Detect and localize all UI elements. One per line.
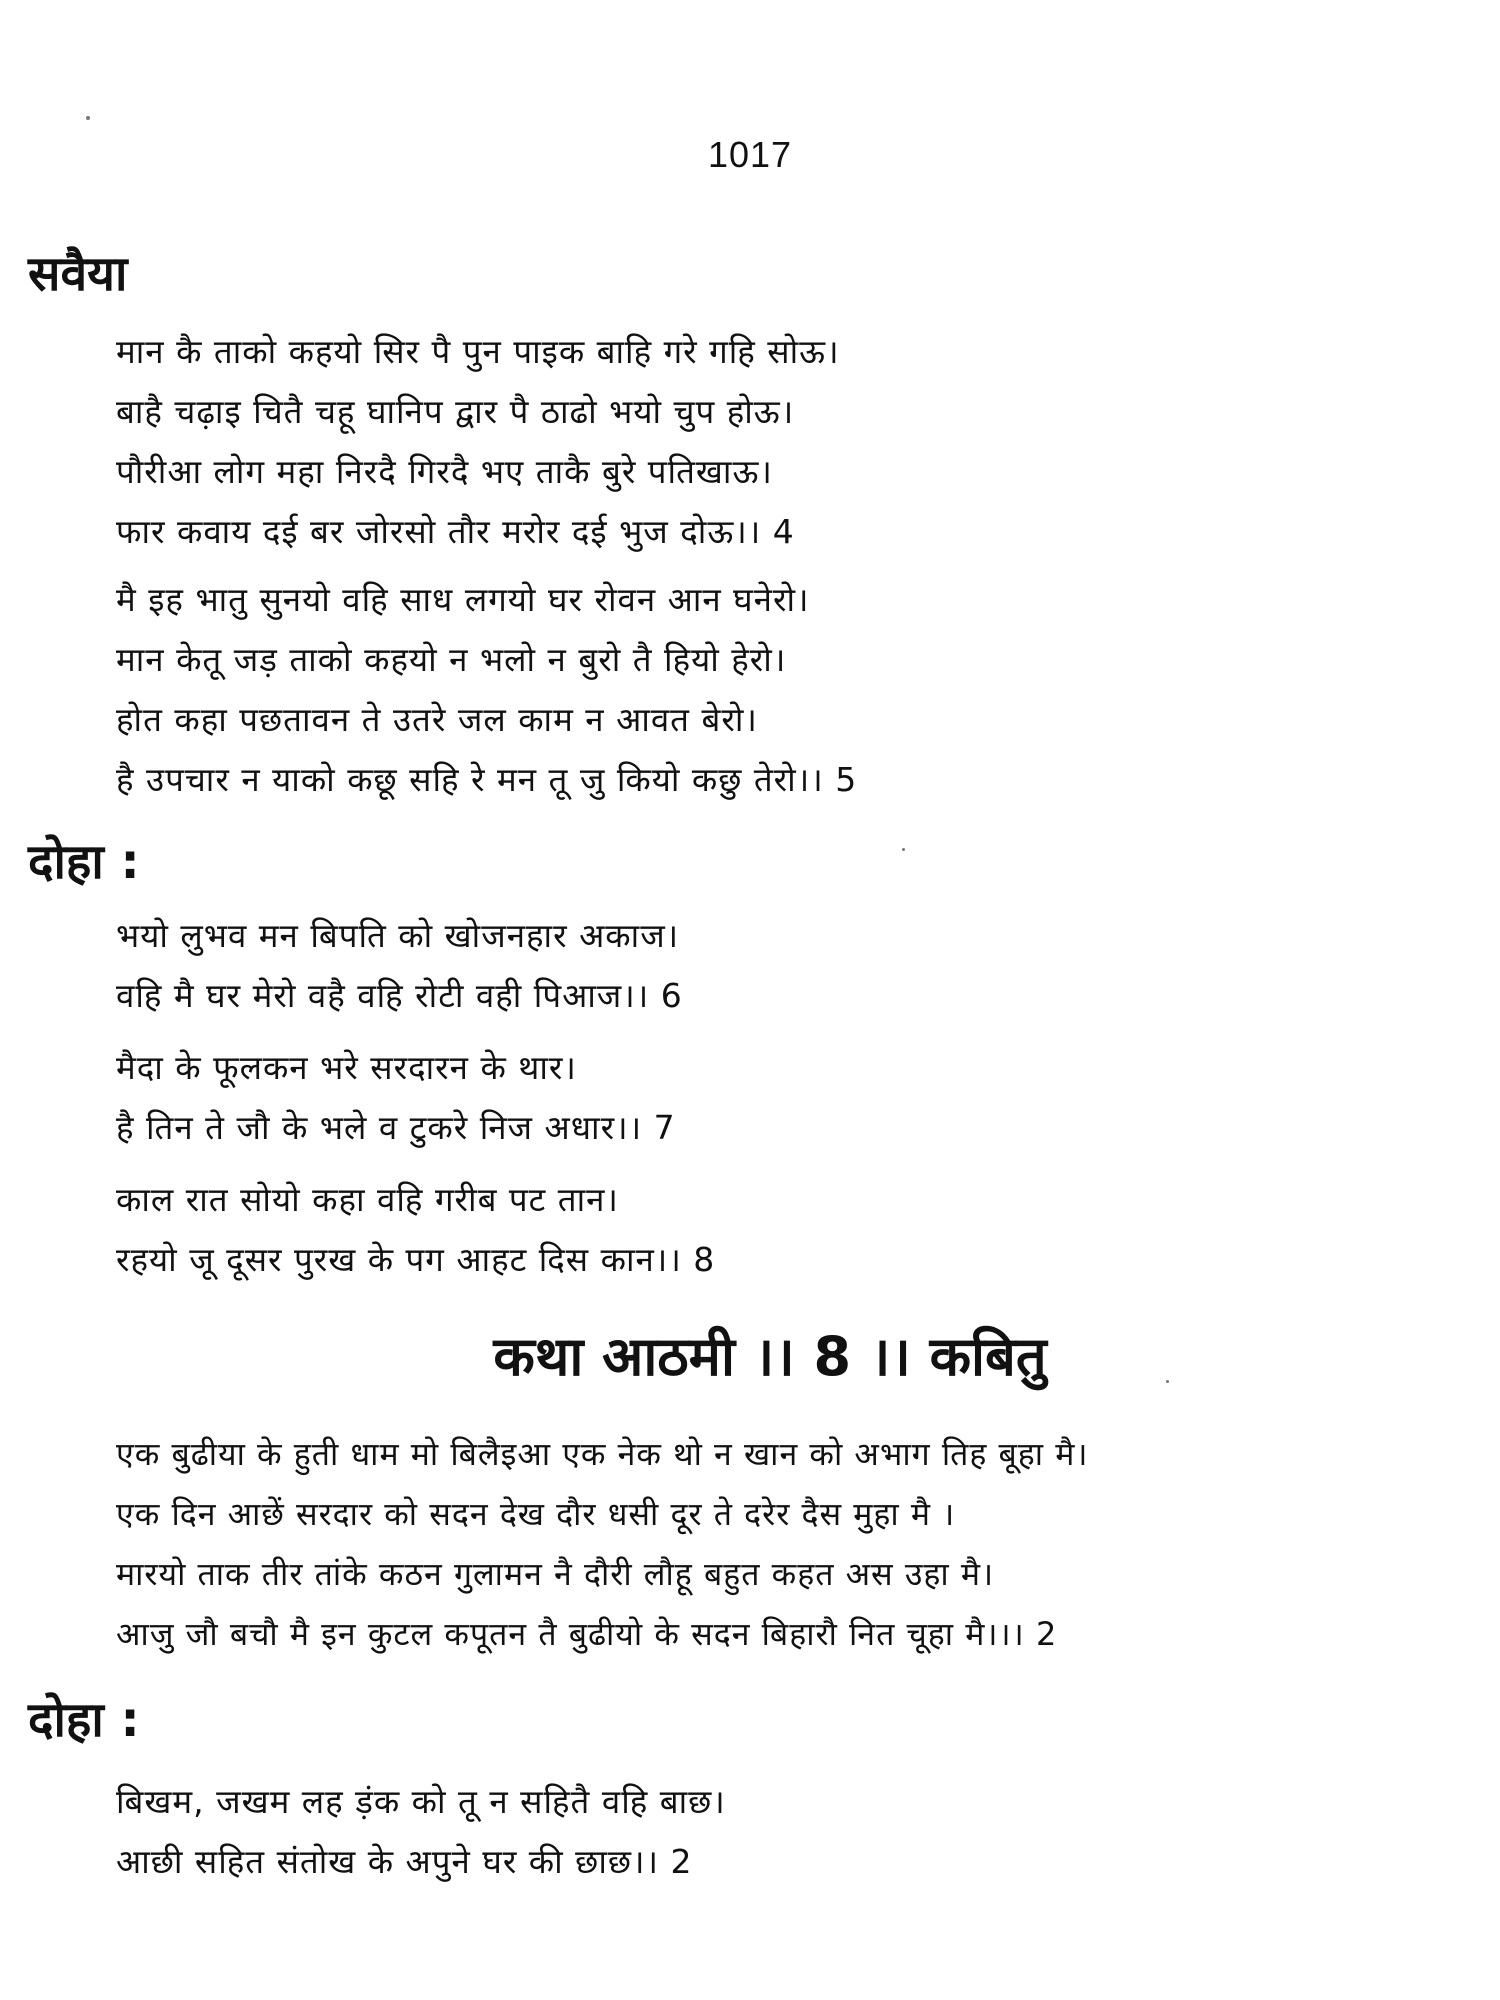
section-heading-doha: दोहा :	[28, 834, 140, 890]
section-heading-doha-2: दोहा :	[28, 1692, 140, 1748]
savaiya-stanza-1	[116, 322, 840, 562]
page-number: 1017	[707, 134, 793, 175]
doha-stanza-7	[116, 1038, 676, 1158]
verse-line: बिखम, जखम लह ड़ंक को तू न सहितै वहि बाछ।	[116, 1782, 726, 1821]
scan-speck	[902, 848, 905, 851]
verse-line: होत कहा पछतावन ते उतरे जल काम न आवत बेरो।	[116, 700, 758, 739]
verse-line: मै इह भातु सुनयो वहि साध लगयो घर रोवन आन घनेरो।	[116, 580, 810, 619]
verse-line: रहयो जू दूसर पुरख के पग आहट दिस कान।। 8	[116, 1240, 716, 1279]
verse-line: मैदा के फूलकन भरे सरदारन के थार।	[116, 1048, 577, 1087]
verse-line: है तिन ते जौ के भले व टुकरे निज अधार।। 7	[116, 1108, 676, 1147]
scan-speck	[86, 116, 90, 120]
doha-stanza-6	[116, 906, 683, 1026]
verse-line: पौरीआ लोग महा निरदै गिरदै भए ताकै बुरे पतिखाऊ।	[116, 452, 773, 491]
verse-line: एक बुढीया के हुती धाम मो बिलैइआ एक नेक थो न खान को अभाग तिह बूहा मै।	[116, 1435, 1089, 1473]
verse-line: आजु जौ बचौ मै इन कुटल कपूतन तै बुढीयो के सदन बिहारौ नित चूहा मै।।। 2	[116, 1615, 1058, 1653]
verse-line: वहि मै घर मेरो वहै वहि रोटी वही पिआज।। 6	[116, 976, 683, 1015]
doha-stanza-final	[116, 1772, 726, 1892]
verse-line: मारयो ताक तीर तांके कठन गुलामन नै दौरी लौहू बहुत कहत अस उहा मै।	[116, 1555, 995, 1593]
section-heading-savaiya: सवैया	[28, 246, 128, 302]
verse-line: फार कवाय दई बर जोरसो तौर मरोर दई भुज दोऊ।। 4	[116, 512, 795, 551]
katha-title: कथा आठमी ।। 8 ।। कबितु	[493, 1325, 1047, 1388]
verse-line: है उपचार न याको कछू सहि रे मन तू जु कियो कछु तेरो।। 5	[116, 760, 858, 799]
verse-line: आछी सहित संतोख के अपुने घर की छाछ।। 2	[116, 1842, 693, 1881]
doha-stanza-8	[116, 1170, 715, 1290]
verse-line: मान केतू जड़ ताको कहयो न भलो न बुरो तै हियो हेरो।	[116, 640, 787, 679]
verse-line: भयो लुभव मन बिपति को खोजनहार अकाज।	[116, 916, 680, 955]
savaiya-stanza-2	[116, 570, 857, 810]
verse-line: एक दिन आछें सरदार को सदन देख दौर धसी दूर ते दरेर दैस मुहा मै ।	[116, 1495, 956, 1533]
verse-line: काल रात सोयो कहा वहि गरीब पट तान।	[116, 1180, 619, 1219]
verse-line: बाहै चढ़ाइ चितै चहू घानिप द्वार पै ठाढो भयो चुप होऊ।	[116, 392, 795, 431]
scan-speck	[1166, 1380, 1169, 1383]
verse-line: मान कै ताको कहयो सिर पै पुन पाइक बाहि गरे गहि सोऊ।	[116, 332, 840, 371]
kabitu-stanza	[116, 1424, 1089, 1664]
